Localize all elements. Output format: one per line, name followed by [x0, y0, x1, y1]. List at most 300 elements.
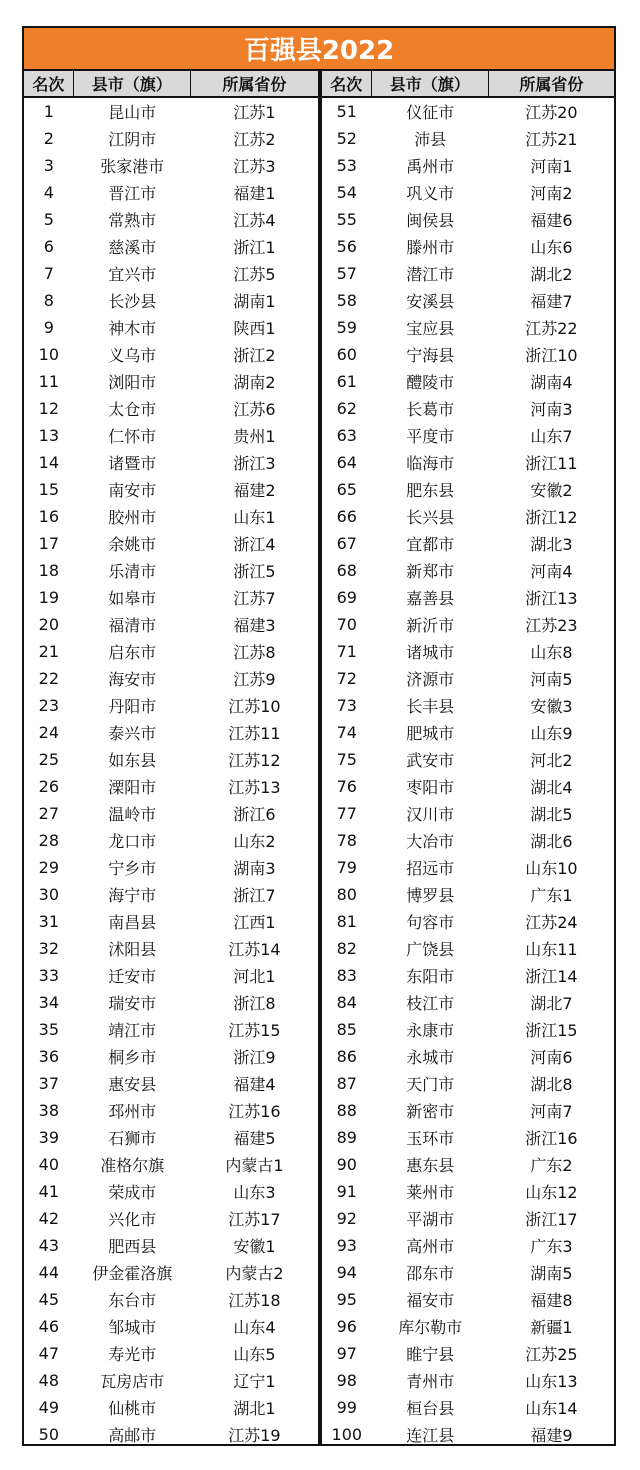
table-row [24, 773, 614, 800]
rank-cell: 21 [38, 642, 59, 661]
rank-cell: 92 [336, 1209, 357, 1228]
county-cell: 南安市 [108, 481, 157, 500]
county-cell: 兴化市 [108, 1210, 157, 1229]
rank-cell: 76 [336, 777, 357, 796]
county-cell: 乐清市 [108, 562, 157, 581]
table-row [24, 314, 614, 341]
county-cell: 醴陵市 [406, 373, 455, 392]
table-row [24, 1016, 614, 1043]
county-cell: 禹州市 [406, 157, 455, 176]
province-cell: 浙江6 [233, 805, 276, 824]
rank-cell: 86 [336, 1047, 357, 1066]
province-cell: 湖北4 [530, 778, 573, 797]
rank-cell: 59 [336, 318, 357, 337]
header-county-right: 县市（旗） [372, 71, 489, 96]
province-cell: 浙江9 [233, 1048, 276, 1067]
rank-cell: 41 [38, 1182, 59, 1201]
rank-cell: 52 [336, 129, 357, 148]
county-cell: 宁海县 [406, 346, 455, 365]
county-cell: 邳州市 [108, 1102, 157, 1121]
province-cell: 福建8 [530, 1291, 573, 1310]
province-cell: 山东2 [233, 832, 276, 851]
rank-cell: 94 [336, 1263, 357, 1282]
province-cell: 浙江10 [525, 346, 578, 365]
table-row [24, 1259, 614, 1286]
county-cell: 句容市 [406, 913, 455, 932]
rank-cell: 65 [336, 480, 357, 499]
province-cell: 江苏9 [233, 670, 276, 689]
rank-cell: 43 [38, 1236, 59, 1255]
province-cell: 福建9 [530, 1426, 573, 1445]
rank-cell: 49 [38, 1398, 59, 1417]
rank-cell: 23 [38, 696, 59, 715]
province-cell: 福建2 [233, 481, 276, 500]
county-cell: 肥东县 [406, 481, 455, 500]
rank-cell: 28 [38, 831, 59, 850]
province-cell: 湖南5 [530, 1264, 573, 1283]
header-province-right: 所属省份 [489, 71, 614, 96]
table-row [24, 989, 614, 1016]
county-cell: 溧阳市 [108, 778, 157, 797]
table-row [24, 1340, 614, 1367]
province-cell: 山东3 [233, 1183, 276, 1202]
rank-cell: 46 [38, 1317, 59, 1336]
rank-cell: 37 [38, 1074, 59, 1093]
province-cell: 江苏4 [233, 211, 276, 230]
rank-cell: 64 [336, 453, 357, 472]
province-cell: 山东10 [525, 859, 578, 878]
county-cell: 仁怀市 [108, 427, 157, 446]
rank-cell: 1 [43, 102, 54, 121]
province-cell: 广东2 [530, 1156, 573, 1175]
county-cell: 新郑市 [406, 562, 455, 581]
rank-cell: 32 [38, 939, 59, 958]
province-cell: 福建4 [233, 1075, 276, 1094]
rank-cell: 75 [336, 750, 357, 769]
rank-cell: 82 [336, 939, 357, 958]
table-row [24, 395, 614, 422]
county-cell: 肥城市 [406, 724, 455, 743]
county-cell: 连江县 [406, 1426, 455, 1445]
header-province-left: 所属省份 [191, 71, 318, 96]
province-cell: 新疆1 [530, 1318, 573, 1337]
province-cell: 贵州1 [233, 427, 276, 446]
province-cell: 广东3 [530, 1237, 573, 1256]
table-row [24, 341, 614, 368]
province-cell: 江苏17 [228, 1210, 281, 1229]
rank-cell: 50 [38, 1425, 59, 1444]
province-cell: 河南1 [530, 157, 573, 176]
table-row [24, 719, 614, 746]
province-cell: 湖北3 [530, 535, 573, 554]
rank-cell: 47 [38, 1344, 59, 1363]
county-cell: 长沙县 [108, 292, 157, 311]
table-row [24, 854, 614, 881]
county-cell: 荣成市 [108, 1183, 157, 1202]
province-cell: 福建5 [233, 1129, 276, 1148]
rank-cell: 55 [336, 210, 357, 229]
table-row [24, 98, 614, 125]
rank-cell: 42 [38, 1209, 59, 1228]
county-cell: 永城市 [406, 1048, 455, 1067]
province-cell: 河南2 [530, 184, 573, 203]
table-row [24, 1151, 614, 1178]
table-row [24, 260, 614, 287]
province-cell: 江苏19 [228, 1426, 281, 1445]
county-cell: 义乌市 [108, 346, 157, 365]
county-cell: 睢宁县 [406, 1345, 455, 1364]
county-cell: 胶州市 [108, 508, 157, 527]
province-cell: 江苏6 [233, 400, 276, 419]
province-cell: 江苏22 [525, 319, 578, 338]
province-cell: 浙江13 [525, 589, 578, 608]
county-cell: 瑞安市 [108, 994, 157, 1013]
county-cell: 邹城市 [108, 1318, 157, 1337]
table-row [24, 1205, 614, 1232]
rank-cell: 58 [336, 291, 357, 310]
county-cell: 伊金霍洛旗 [92, 1264, 173, 1283]
province-cell: 浙江15 [525, 1021, 578, 1040]
province-cell: 福建1 [233, 184, 276, 203]
county-cell: 寿光市 [108, 1345, 157, 1364]
county-cell: 新沂市 [406, 616, 455, 635]
rank-cell: 8 [43, 291, 54, 310]
rank-cell: 71 [336, 642, 357, 661]
county-cell: 汉川市 [406, 805, 455, 824]
province-cell: 安徽1 [233, 1237, 276, 1256]
rank-cell: 73 [336, 696, 357, 715]
province-cell: 江苏7 [233, 589, 276, 608]
rank-cell: 36 [38, 1047, 59, 1066]
province-cell: 浙江16 [525, 1129, 578, 1148]
table-row [24, 935, 614, 962]
county-cell: 枝江市 [406, 994, 455, 1013]
province-cell: 山东5 [233, 1345, 276, 1364]
rank-cell: 27 [38, 804, 59, 823]
county-cell: 南昌县 [108, 913, 157, 932]
county-cell: 海安市 [108, 670, 157, 689]
county-cell: 临海市 [406, 454, 455, 473]
rank-cell: 40 [38, 1155, 59, 1174]
county-cell: 桓台县 [406, 1399, 455, 1418]
table-row [24, 908, 614, 935]
province-cell: 河北2 [530, 751, 573, 770]
province-cell: 江苏3 [233, 157, 276, 176]
rank-cell: 70 [336, 615, 357, 634]
rank-cell: 12 [38, 399, 59, 418]
province-cell: 湖北2 [530, 265, 573, 284]
table-row [24, 530, 614, 557]
rank-cell: 62 [336, 399, 357, 418]
county-cell: 博罗县 [406, 886, 455, 905]
county-cell: 如东县 [108, 751, 157, 770]
province-cell: 浙江12 [525, 508, 578, 527]
county-cell: 仙桃市 [108, 1399, 157, 1418]
province-cell: 湖南1 [233, 292, 276, 311]
table-body [24, 98, 614, 1448]
province-cell: 河南6 [530, 1048, 573, 1067]
table-row [24, 1367, 614, 1394]
table-row [24, 476, 614, 503]
rank-cell: 79 [336, 858, 357, 877]
rank-cell: 14 [38, 453, 59, 472]
province-cell: 江西1 [233, 913, 276, 932]
table-row [24, 962, 614, 989]
table-row [24, 827, 614, 854]
rank-cell: 89 [336, 1128, 357, 1147]
table-row [24, 503, 614, 530]
rank-cell: 93 [336, 1236, 357, 1255]
ranking-table [22, 26, 616, 1446]
county-cell: 巩义市 [406, 184, 455, 203]
rank-cell: 4 [43, 183, 54, 202]
province-cell: 山东7 [530, 427, 573, 446]
province-cell: 福建6 [530, 211, 573, 230]
province-cell: 山东1 [233, 508, 276, 527]
county-cell: 龙口市 [108, 832, 157, 851]
rank-cell: 74 [336, 723, 357, 742]
county-cell: 启东市 [108, 643, 157, 662]
table-row [24, 125, 614, 152]
province-cell: 浙江17 [525, 1210, 578, 1229]
county-cell: 东台市 [108, 1291, 157, 1310]
rank-cell: 34 [38, 993, 59, 1012]
rank-cell: 5 [43, 210, 54, 229]
province-cell: 内蒙古2 [225, 1264, 284, 1283]
county-cell: 迁安市 [108, 967, 157, 986]
rank-cell: 68 [336, 561, 357, 580]
province-cell: 山东14 [525, 1399, 578, 1418]
rank-cell: 19 [38, 588, 59, 607]
province-cell: 江苏8 [233, 643, 276, 662]
province-cell: 河北1 [233, 967, 276, 986]
rank-cell: 3 [43, 156, 54, 175]
rank-cell: 60 [336, 345, 357, 364]
county-cell: 宝应县 [406, 319, 455, 338]
county-cell: 靖江市 [108, 1021, 157, 1040]
county-cell: 如皋市 [108, 589, 157, 608]
rank-cell: 77 [336, 804, 357, 823]
rank-cell: 99 [336, 1398, 357, 1417]
table-row [24, 638, 614, 665]
rank-cell: 2 [43, 129, 54, 148]
rank-cell: 97 [336, 1344, 357, 1363]
table-row [24, 1421, 614, 1448]
county-cell: 慈溪市 [108, 238, 157, 257]
county-cell: 沭阳县 [108, 940, 157, 959]
province-cell: 山东4 [233, 1318, 276, 1337]
province-cell: 湖南3 [233, 859, 276, 878]
province-cell: 湖南2 [233, 373, 276, 392]
province-cell: 江苏2 [233, 130, 276, 149]
table-row [24, 179, 614, 206]
county-cell: 桐乡市 [108, 1048, 157, 1067]
province-cell: 河南5 [530, 670, 573, 689]
rank-cell: 15 [38, 480, 59, 499]
rank-cell: 7 [43, 264, 54, 283]
county-cell: 长葛市 [406, 400, 455, 419]
table-row [24, 233, 614, 260]
county-cell: 福清市 [108, 616, 157, 635]
county-cell: 江阴市 [108, 130, 157, 149]
rank-cell: 45 [38, 1290, 59, 1309]
province-cell: 浙江14 [525, 967, 578, 986]
rank-cell: 6 [43, 237, 54, 256]
rank-cell: 96 [336, 1317, 357, 1336]
rank-cell: 84 [336, 993, 357, 1012]
province-cell: 河南3 [530, 400, 573, 419]
table-row [24, 557, 614, 584]
rank-cell: 78 [336, 831, 357, 850]
province-cell: 安徽2 [530, 481, 573, 500]
county-cell: 肥西县 [108, 1237, 157, 1256]
rank-cell: 61 [336, 372, 357, 391]
province-cell: 山东6 [530, 238, 573, 257]
county-cell: 宁乡市 [108, 859, 157, 878]
rank-cell: 29 [38, 858, 59, 877]
county-cell: 惠东县 [406, 1156, 455, 1175]
province-cell: 江苏16 [228, 1102, 281, 1121]
province-cell: 江苏10 [228, 697, 281, 716]
rank-cell: 72 [336, 669, 357, 688]
county-cell: 库尔勒市 [398, 1318, 463, 1337]
rank-cell: 80 [336, 885, 357, 904]
county-cell: 莱州市 [406, 1183, 455, 1202]
province-cell: 福建3 [233, 616, 276, 635]
province-cell: 湖北8 [530, 1075, 573, 1094]
province-cell: 江苏1 [233, 103, 276, 122]
county-cell: 长兴县 [406, 508, 455, 527]
rank-cell: 91 [336, 1182, 357, 1201]
table-row [24, 152, 614, 179]
province-cell: 湖北7 [530, 994, 573, 1013]
county-cell: 神木市 [108, 319, 157, 338]
province-cell: 浙江2 [233, 346, 276, 365]
county-cell: 沛县 [414, 130, 447, 149]
county-cell: 招远市 [406, 859, 455, 878]
rank-cell: 56 [336, 237, 357, 256]
province-cell: 广东1 [530, 886, 573, 905]
province-cell: 山东13 [525, 1372, 578, 1391]
province-cell: 浙江11 [525, 454, 578, 473]
county-cell: 安溪县 [406, 292, 455, 311]
rank-cell: 17 [38, 534, 59, 553]
header-county-left: 县市（旗） [74, 71, 191, 96]
table-row [24, 449, 614, 476]
county-cell: 新密市 [406, 1102, 455, 1121]
county-cell: 诸暨市 [108, 454, 157, 473]
table-row [24, 1043, 614, 1070]
county-cell: 常熟市 [108, 211, 157, 230]
province-cell: 辽宁1 [233, 1372, 276, 1391]
province-cell: 安徽3 [530, 697, 573, 716]
county-cell: 昆山市 [108, 103, 157, 122]
province-cell: 江苏5 [233, 265, 276, 284]
province-cell: 湖南4 [530, 373, 573, 392]
province-cell: 河南7 [530, 1102, 573, 1121]
table-row [24, 368, 614, 395]
rank-cell: 38 [38, 1101, 59, 1120]
rank-cell: 10 [38, 345, 59, 364]
county-cell: 惠安县 [108, 1075, 157, 1094]
county-cell: 济源市 [406, 670, 455, 689]
province-cell: 福建7 [530, 292, 573, 311]
header-rank-left: 名次 [24, 71, 74, 96]
province-cell: 江苏13 [228, 778, 281, 797]
table-row [24, 1232, 614, 1259]
county-cell: 宜都市 [406, 535, 455, 554]
rank-cell: 31 [38, 912, 59, 931]
rank-cell: 69 [336, 588, 357, 607]
rank-cell: 24 [38, 723, 59, 742]
county-cell: 武安市 [406, 751, 455, 770]
county-cell: 青州市 [406, 1372, 455, 1391]
rank-cell: 88 [336, 1101, 357, 1120]
province-cell: 江苏20 [525, 103, 578, 122]
table-row [24, 1124, 614, 1151]
table-row [24, 1178, 614, 1205]
province-cell: 江苏23 [525, 616, 578, 635]
table-title: 百强县2022 [24, 28, 614, 71]
county-cell: 广饶县 [406, 940, 455, 959]
rank-cell: 18 [38, 561, 59, 580]
province-cell: 浙江4 [233, 535, 276, 554]
county-cell: 长丰县 [406, 697, 455, 716]
rank-cell: 44 [38, 1263, 59, 1282]
table-row [24, 1070, 614, 1097]
county-cell: 天门市 [406, 1075, 455, 1094]
county-cell: 邵东市 [406, 1264, 455, 1283]
rank-cell: 30 [38, 885, 59, 904]
rank-cell: 54 [336, 183, 357, 202]
county-cell: 浏阳市 [108, 373, 157, 392]
province-cell: 山东11 [525, 940, 578, 959]
county-cell: 瓦房店市 [100, 1372, 165, 1391]
rank-cell: 98 [336, 1371, 357, 1390]
rank-cell: 85 [336, 1020, 357, 1039]
province-cell: 湖北6 [530, 832, 573, 851]
table-row [24, 584, 614, 611]
rank-cell: 13 [38, 426, 59, 445]
rank-cell: 67 [336, 534, 357, 553]
county-cell: 泰兴市 [108, 724, 157, 743]
province-cell: 内蒙古1 [225, 1156, 284, 1175]
table-row [24, 746, 614, 773]
rank-cell: 39 [38, 1128, 59, 1147]
rank-cell: 16 [38, 507, 59, 526]
rank-cell: 53 [336, 156, 357, 175]
rank-cell: 25 [38, 750, 59, 769]
table-row [24, 665, 614, 692]
rank-cell: 66 [336, 507, 357, 526]
county-cell: 石狮市 [108, 1129, 157, 1148]
rank-cell: 48 [38, 1371, 59, 1390]
county-cell: 永康市 [406, 1021, 455, 1040]
province-cell: 河南4 [530, 562, 573, 581]
header-rank-right: 名次 [322, 71, 372, 96]
table-row [24, 611, 614, 638]
county-cell: 高州市 [406, 1237, 455, 1256]
province-cell: 江苏24 [525, 913, 578, 932]
table-row [24, 422, 614, 449]
table-row [24, 881, 614, 908]
table-row [24, 800, 614, 827]
rank-cell: 81 [336, 912, 357, 931]
province-cell: 江苏21 [525, 130, 578, 149]
county-cell: 宜兴市 [108, 265, 157, 284]
rank-cell: 90 [336, 1155, 357, 1174]
county-cell: 海宁市 [108, 886, 157, 905]
